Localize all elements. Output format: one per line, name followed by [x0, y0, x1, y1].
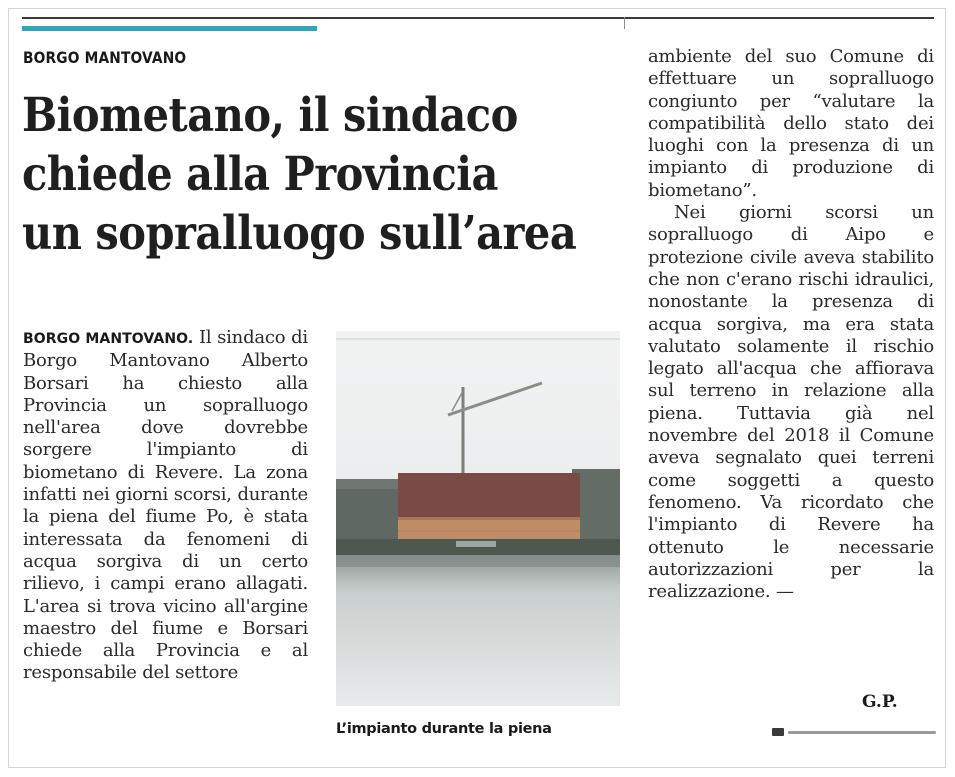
newspaper-footer-logo [772, 728, 936, 736]
section-kicker: BORGO MANTOVANO [23, 48, 187, 67]
article-photo [336, 331, 620, 706]
article-column-left [23, 327, 308, 685]
column-divider [624, 17, 625, 29]
dateline: BORGO MANTOVANO. [23, 331, 194, 347]
flooded-construction-site-photo [336, 331, 620, 706]
section-accent-bar [22, 26, 317, 31]
article-body-left: Il sindaco di Borgo Mantovano Alberto Borsari ha chiesto alla Provincia un sopralluogo nell'area dove dovrebbe sorgere l'impianto di biometano di Revere. La zona infatti nei giorni scorsi, durante la piena del fiume Po, è stata interessata da fenomeni di acqua sorgiva di un certo rilievo, i campi erano allagati. L'area si trova vicino all'argine maestro del fiume e Borsari chiede alla Provincia e al responsabile del settore [23, 327, 308, 684]
photo-caption: L’impianto durante la piena [336, 721, 552, 737]
headline-line: Biometano, il sindaco [22, 88, 518, 143]
logo-mark-icon [772, 728, 784, 736]
headline-line: un sopralluogo sull’area [22, 206, 577, 261]
article-column-right [648, 46, 934, 603]
headline [22, 86, 588, 263]
top-rule [22, 17, 934, 19]
article-body-right-p2: Nei giorni scorsi un sopralluogo di Aipo e protezione civile aveva stabilito che non c'erano rischi idraulici, nonostante la presenza di acqua sorgiva, ma era stata valutato solamente il rischio legato all'acqua che affiorava sul terreno in relazione alla piena. Tuttavia già nel novembre del 2018 il Comune aveva segnalato quei terreni come soggetti a questo fenomeno. Va ricordato che l'impianto di Revere ha ottenuto le necessarie autorizzazioni per la realizzazione. — [648, 202, 934, 603]
article-body-right-p1: ambiente del suo Comune di effettuare un sopralluogo congiunto per “valutare la compatibilità dello stato dei luoghi con la presenza di un impianto di produzione di biometano”. [648, 46, 934, 201]
headline-line: chiede alla Provincia [22, 147, 498, 202]
author-signature: G.P. [862, 692, 898, 712]
logo-text-line [788, 731, 936, 734]
